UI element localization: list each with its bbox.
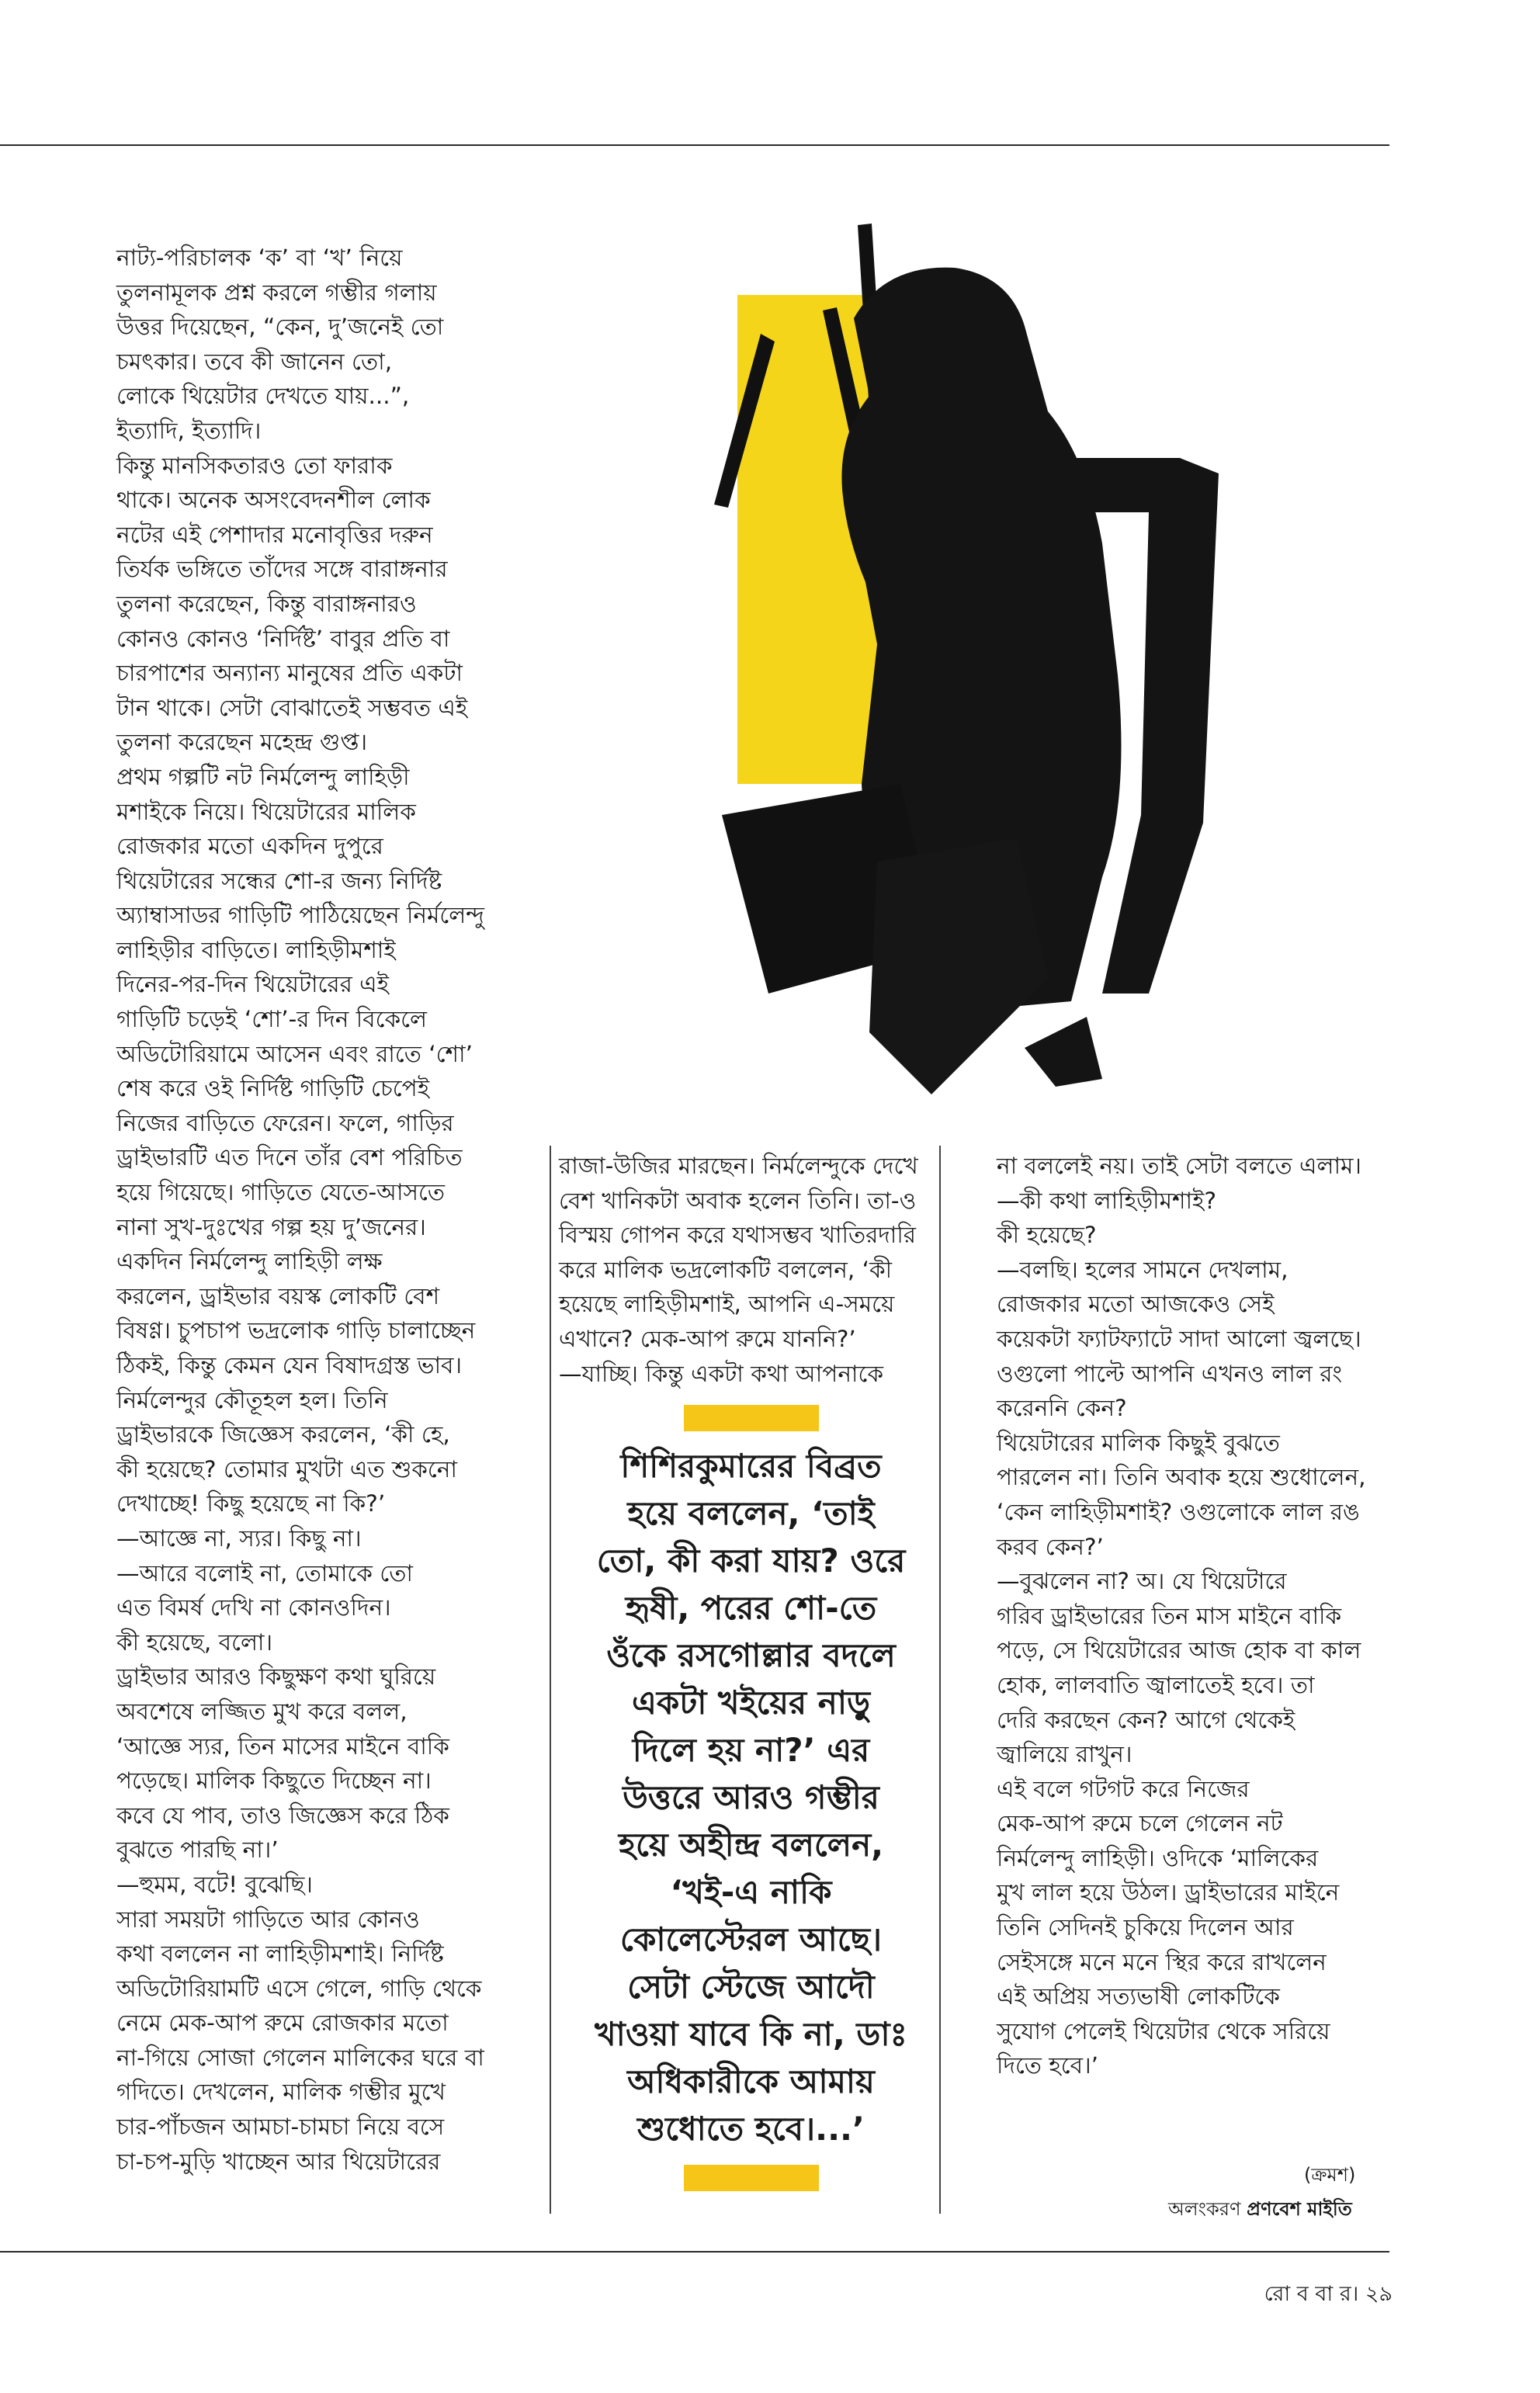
- text-line: দেখাচ্ছে! কিছু হয়েছে না কি?’: [116, 1490, 386, 1517]
- text-line: ‘কেন লাহিড়ীমশাই? ওগুলোকে লাল রঙ: [997, 1498, 1360, 1525]
- text-line: থিয়েটারের সন্ধের শো-র জন্য নির্দিষ্ট: [116, 867, 442, 894]
- text-line: মেক-আপ রুমে চলে গেলেন নট: [997, 1810, 1283, 1837]
- credit-name: প্রণবেশ মাইতি: [1247, 2198, 1352, 2220]
- text-line: অডিটোরিয়ামটি এসে গেলে, গাড়ি থেকে: [116, 1975, 482, 2002]
- text-line: কবে যে পাব, তাও জিজ্ঞেস করে ঠিক: [116, 1802, 449, 1829]
- pull-quote-line: তো, কী করা যায়? ওরে: [596, 1542, 906, 1580]
- text-line: শেষ করে ওই নির্দিষ্ট গাড়িটি চেপেই: [116, 1075, 430, 1102]
- text-line: ইত্যাদি, ইত্যাদি।: [116, 417, 262, 444]
- text-line: লাহিড়ীর বাড়িতে। লাহিড়ীমশাই: [116, 936, 396, 963]
- text-line: এই অপ্রিয় সত্যভাষী লোকটিকে: [997, 1983, 1280, 2010]
- text-line: নির্মলেন্দুর কৌতূহল হল। তিনি: [116, 1386, 388, 1413]
- text-line: এই বলে গটগট করে নিজের: [997, 1775, 1250, 1802]
- text-line: করলেন, ড্রাইভার বয়স্ক লোকটি বেশ: [116, 1282, 440, 1309]
- text-line: তিনি সেদিনই চুকিয়ে দিলেন আর: [997, 1914, 1294, 1941]
- column-right: [997, 1149, 1366, 2083]
- text-line: —আজ্ঞে না, স্যর। কিছু না।: [116, 1524, 362, 1552]
- text-line: পারলেন না। তিনি অবাক হয়ে শুধোলেন,: [997, 1464, 1366, 1491]
- credit-label: অলংকরণ: [1168, 2198, 1241, 2220]
- pull-quote-line: ওঁকে রসগোল্লার বদলে: [606, 1636, 896, 1674]
- text-line: না বললেই নয়। তাই সেটা বলতে এলাম।: [997, 1153, 1361, 1179]
- text-line: কী হয়েছে? তোমার মুখটা এত শুকনো: [116, 1455, 457, 1483]
- text-line: প্রথম গল্পটি নট নির্মলেন্দু লাহিড়ী: [116, 763, 410, 790]
- text-line: দেরি করছেন কেন? আগে থেকেই: [997, 1706, 1295, 1733]
- text-line: সুযোগ পেলেই থিয়েটার থেকে সরিয়ে: [997, 2017, 1330, 2044]
- text-line: —কী কথা লাহিড়ীমশাই?: [997, 1187, 1216, 1214]
- text-line: রোজকার মতো আজকেও সেই: [997, 1291, 1275, 1318]
- text-line: —আরে বলোই না, তোমাকে তো: [116, 1559, 413, 1587]
- text-line: —যাচ্ছি। কিন্তু একটা কথা আপনাকে: [559, 1360, 883, 1387]
- illustration: [683, 179, 1219, 1125]
- text-line: চা-চপ-মুড়ি খাচ্ছেন আর থিয়েটারের: [116, 2148, 441, 2175]
- text-line: দিনের-পর-দিন থিয়েটারের এই: [116, 971, 389, 998]
- pull-quote-text: [567, 1442, 935, 2152]
- text-line: নির্মলেন্দু লাহিড়ী। ওদিকে ‘মালিকের: [997, 1844, 1319, 1871]
- text-line: —বুঝলেন না? অ। যে থিয়েটারে: [997, 1568, 1287, 1595]
- text-line: —বলছি। হলের সামনে দেখলাম,: [997, 1256, 1289, 1283]
- text-line: করে মালিক ভদ্রলোকটি বললেন, ‘কী: [559, 1256, 893, 1283]
- text-line: হয়ে গিয়েছে। গাড়িতে যেতে-আসতে: [116, 1179, 446, 1206]
- text-line: তির্যক ভঙ্গিতে তাঁদের সঙ্গে বারাঙ্গনার: [116, 556, 448, 583]
- text-line: তুলনা করেছেন মহেন্দ্র গুপ্ত।: [116, 729, 368, 756]
- column-divider-right: [939, 1146, 941, 2214]
- illustration-credit: [1168, 2195, 1352, 2226]
- column-divider-left: [550, 1146, 551, 2214]
- text-line: কিন্তু মানসিকতারও তো ফারাক: [116, 452, 393, 479]
- text-line: করব কেন?’: [997, 1533, 1104, 1560]
- text-line: কথা বললেন না লাহিড়ীমশাই। নির্দিষ্ট: [116, 1940, 444, 1968]
- pull-quote-line: কোলেস্টেরল আছে।: [619, 1920, 883, 1958]
- text-line: বুঝতে পারছি না।’: [116, 1836, 279, 1864]
- text-line: অডিটোরিয়ামে আসেন এবং রাতে ‘শো’: [116, 1040, 473, 1067]
- illustration-foot: [1025, 1017, 1102, 1087]
- text-line: রোজকার মতো একদিন দুপুরে: [116, 833, 383, 860]
- text-line: অবশেষে লজ্জিত মুখ করে বলল,: [116, 1698, 408, 1725]
- kromosh-label: (ক্রমশ): [1304, 2164, 1356, 2186]
- text-line: চমৎকার। তবে কী জানেন তো,: [116, 348, 393, 375]
- pull-quote-line: শুধোতে হবে।...’: [637, 2110, 865, 2148]
- text-line: করেননি কেন?: [997, 1395, 1127, 1422]
- illustration-knee: [869, 838, 1048, 1094]
- text-line: নটের এই পেশাদার মনোবৃত্তির দরুন: [116, 521, 433, 548]
- text-line: নিজের বাড়িতে ফেরেন। ফলে, গাড়ির: [116, 1109, 454, 1136]
- text-line: তুলনা করেছেন, কিন্তু বারাঙ্গনারও: [116, 590, 417, 617]
- text-line: ড্রাইভারকে জিজ্ঞেস করলেন, ‘কী হে,: [116, 1421, 450, 1448]
- text-line: চারপাশের অন্যান্য মানুষের প্রতি একটা: [116, 660, 463, 687]
- pull-quote-line: শিশিরকুমারের বিব্রত: [620, 1447, 882, 1485]
- pull-quote-line: হৃষী, পরের শো-তে: [625, 1589, 877, 1627]
- pull-quote-line: দিলে হয় না?’ এর: [632, 1731, 870, 1769]
- text-line: হয়েছে লাহিড়ীমশাই, আপনি এ-সময়ে: [559, 1291, 895, 1318]
- pull-quote-bar-top: [684, 1405, 819, 1431]
- top-rule: [0, 144, 1389, 146]
- text-line: কী হয়েছে, বলো।: [116, 1628, 273, 1656]
- text-line: চার-পাঁচজন আমচা-চামচা নিয়ে বসে: [116, 2114, 445, 2141]
- text-line: পড়েছে। মালিক কিছুতে দিচ্ছেন না।: [116, 1767, 432, 1795]
- text-line: ওগুলো পাল্টে আপনি এখনও লাল রং: [997, 1360, 1343, 1387]
- pull-quote-line: ‘খই-এ নাকি: [670, 1873, 832, 1911]
- column-left: [116, 241, 484, 2179]
- text-line: কী হয়েছে?: [997, 1222, 1097, 1249]
- text-line: ‘আজ্ঞে স্যর, তিন মাসের মাইনে বাকি: [116, 1732, 449, 1760]
- pull-quote-line: খাওয়া যাবে কি না, ডাঃ: [595, 2015, 907, 2053]
- text-line: থিয়েটারের মালিক কিছুই বুঝতে: [997, 1429, 1280, 1456]
- pull-quote: [567, 1405, 935, 2191]
- text-line: দিতে হবে।’: [997, 2052, 1099, 2079]
- text-line: ঠিকই, কিন্তু কেমন যেন বিষাদগ্রস্ত ভাব।: [116, 1352, 463, 1379]
- text-line: ড্রাইভারটি এত দিনে তাঁর বেশ পরিচিত: [116, 1144, 463, 1171]
- text-line: না-গিয়ে সোজা গেলেন মালিকের ঘরে বা: [116, 2044, 484, 2071]
- pull-quote-line: অধিকারীকে আমায়: [627, 2062, 875, 2100]
- bottom-rule: [0, 2251, 1389, 2253]
- pull-quote-line: হয়ে অহীন্দ্র বললেন,: [618, 1826, 884, 1864]
- text-line: বিষণ্ণ। চুপচাপ ভদ্রলোক গাড়ি চালাচ্ছেন: [116, 1317, 476, 1344]
- text-line: কোনও কোনও ‘নির্দিষ্ট’ বাবুর প্রতি বা: [116, 625, 450, 652]
- text-line: নেমে মেক-আপ রুমে রোজকার মতো: [116, 2010, 449, 2037]
- text-line: বেশ খানিকটা অবাক হলেন তিনি। তা-ও: [559, 1187, 917, 1214]
- page-folio: রো ব বা র। ২৯: [1264, 2282, 1393, 2306]
- pull-quote-line: হয়ে বললেন, ‘তাই: [627, 1494, 875, 1532]
- text-line: থাকে। অনেক অসংবেদনশীল লোক: [116, 487, 431, 514]
- text-line: ড্রাইভার আরও কিছুক্ষণ কথা ঘুরিয়ে: [116, 1663, 436, 1691]
- text-line: —হুমম, বটে! বুঝেছি।: [116, 1871, 313, 1898]
- pull-quote-line: একটা খইয়ের নাড়ু: [631, 1684, 871, 1722]
- pull-quote-bar-bottom: [684, 2165, 819, 2191]
- text-line: কয়েকটা ফ্যাটফ্যাটে সাদা আলো জ্বলছে।: [997, 1325, 1361, 1352]
- text-line: বিস্ময় গোপন করে যথাসম্ভব খাতিরদারি: [559, 1222, 917, 1249]
- text-line: সারা সময়টা গাড়িতে আর কোনও: [116, 1906, 420, 1933]
- text-line: একদিন নির্মলেন্দু লাহিড়ী লক্ষ: [116, 1248, 383, 1275]
- text-line: গাড়িটি চড়েই ‘শো’-র দিন বিকেলে: [116, 1006, 427, 1033]
- text-line: সেইসঙ্গে মনে মনে স্থির করে রাখলেন: [997, 1948, 1327, 1975]
- text-line: নাট্য-পরিচালক ‘ক’ বা ‘খ’ নিয়ে: [116, 245, 403, 271]
- text-line: লোকে থিয়েটার দেখতে যায়...”,: [116, 383, 410, 410]
- text-line: গরিব ড্রাইভারের তিন মাস মাইনে বাকি: [997, 1602, 1342, 1629]
- text-line: উত্তর দিয়েছেন, “কেন, দু’জনেই তো: [116, 314, 444, 341]
- pull-quote-line: উত্তরে আরও গম্ভীর: [623, 1778, 879, 1816]
- text-line: অ্যাম্বাসাডর গাড়িটি পাঠিয়েছেন নির্মলেন্দু: [116, 902, 484, 929]
- column-middle: [559, 1149, 918, 1391]
- text-line: তুলনামূলক প্রশ্ন করলে গম্ভীর গলায়: [116, 279, 437, 306]
- text-line: পড়ে, সে থিয়েটারের আজ হোক বা কাল: [997, 1637, 1361, 1664]
- pull-quote-line: সেটা স্টেজে আদৌ: [627, 1968, 875, 2006]
- text-line: মশাইকে নিয়ে। থিয়েটারের মালিক: [116, 798, 416, 825]
- text-line: টান থাকে। সেটা বোঝাতেই সম্ভবত এই: [116, 694, 468, 721]
- text-line: এত বিমর্ষ দেখি না কোনওদিন।: [116, 1594, 391, 1621]
- text-line: জ্বালিয়ে রাখুন।: [997, 1741, 1132, 1768]
- text-line: এখানে? মেক-আপ রুমে যাননি?’: [559, 1325, 856, 1352]
- text-line: গদিতে। দেখলেন, মালিক গম্ভীর মুখে: [116, 2079, 446, 2106]
- text-line: মুখ লাল হয়ে উঠল। ড্রাইভারের মাইনে: [997, 1879, 1340, 1906]
- text-line: রাজা-উজির মারছেন। নির্মলেন্দুকে দেখে: [559, 1153, 918, 1179]
- text-line: নানা সুখ-দুঃখের গল্প হয় দু’জনের।: [116, 1213, 426, 1240]
- text-line: হোক, লালবাতি জ্বালাতেই হবে। তা: [997, 1671, 1315, 1698]
